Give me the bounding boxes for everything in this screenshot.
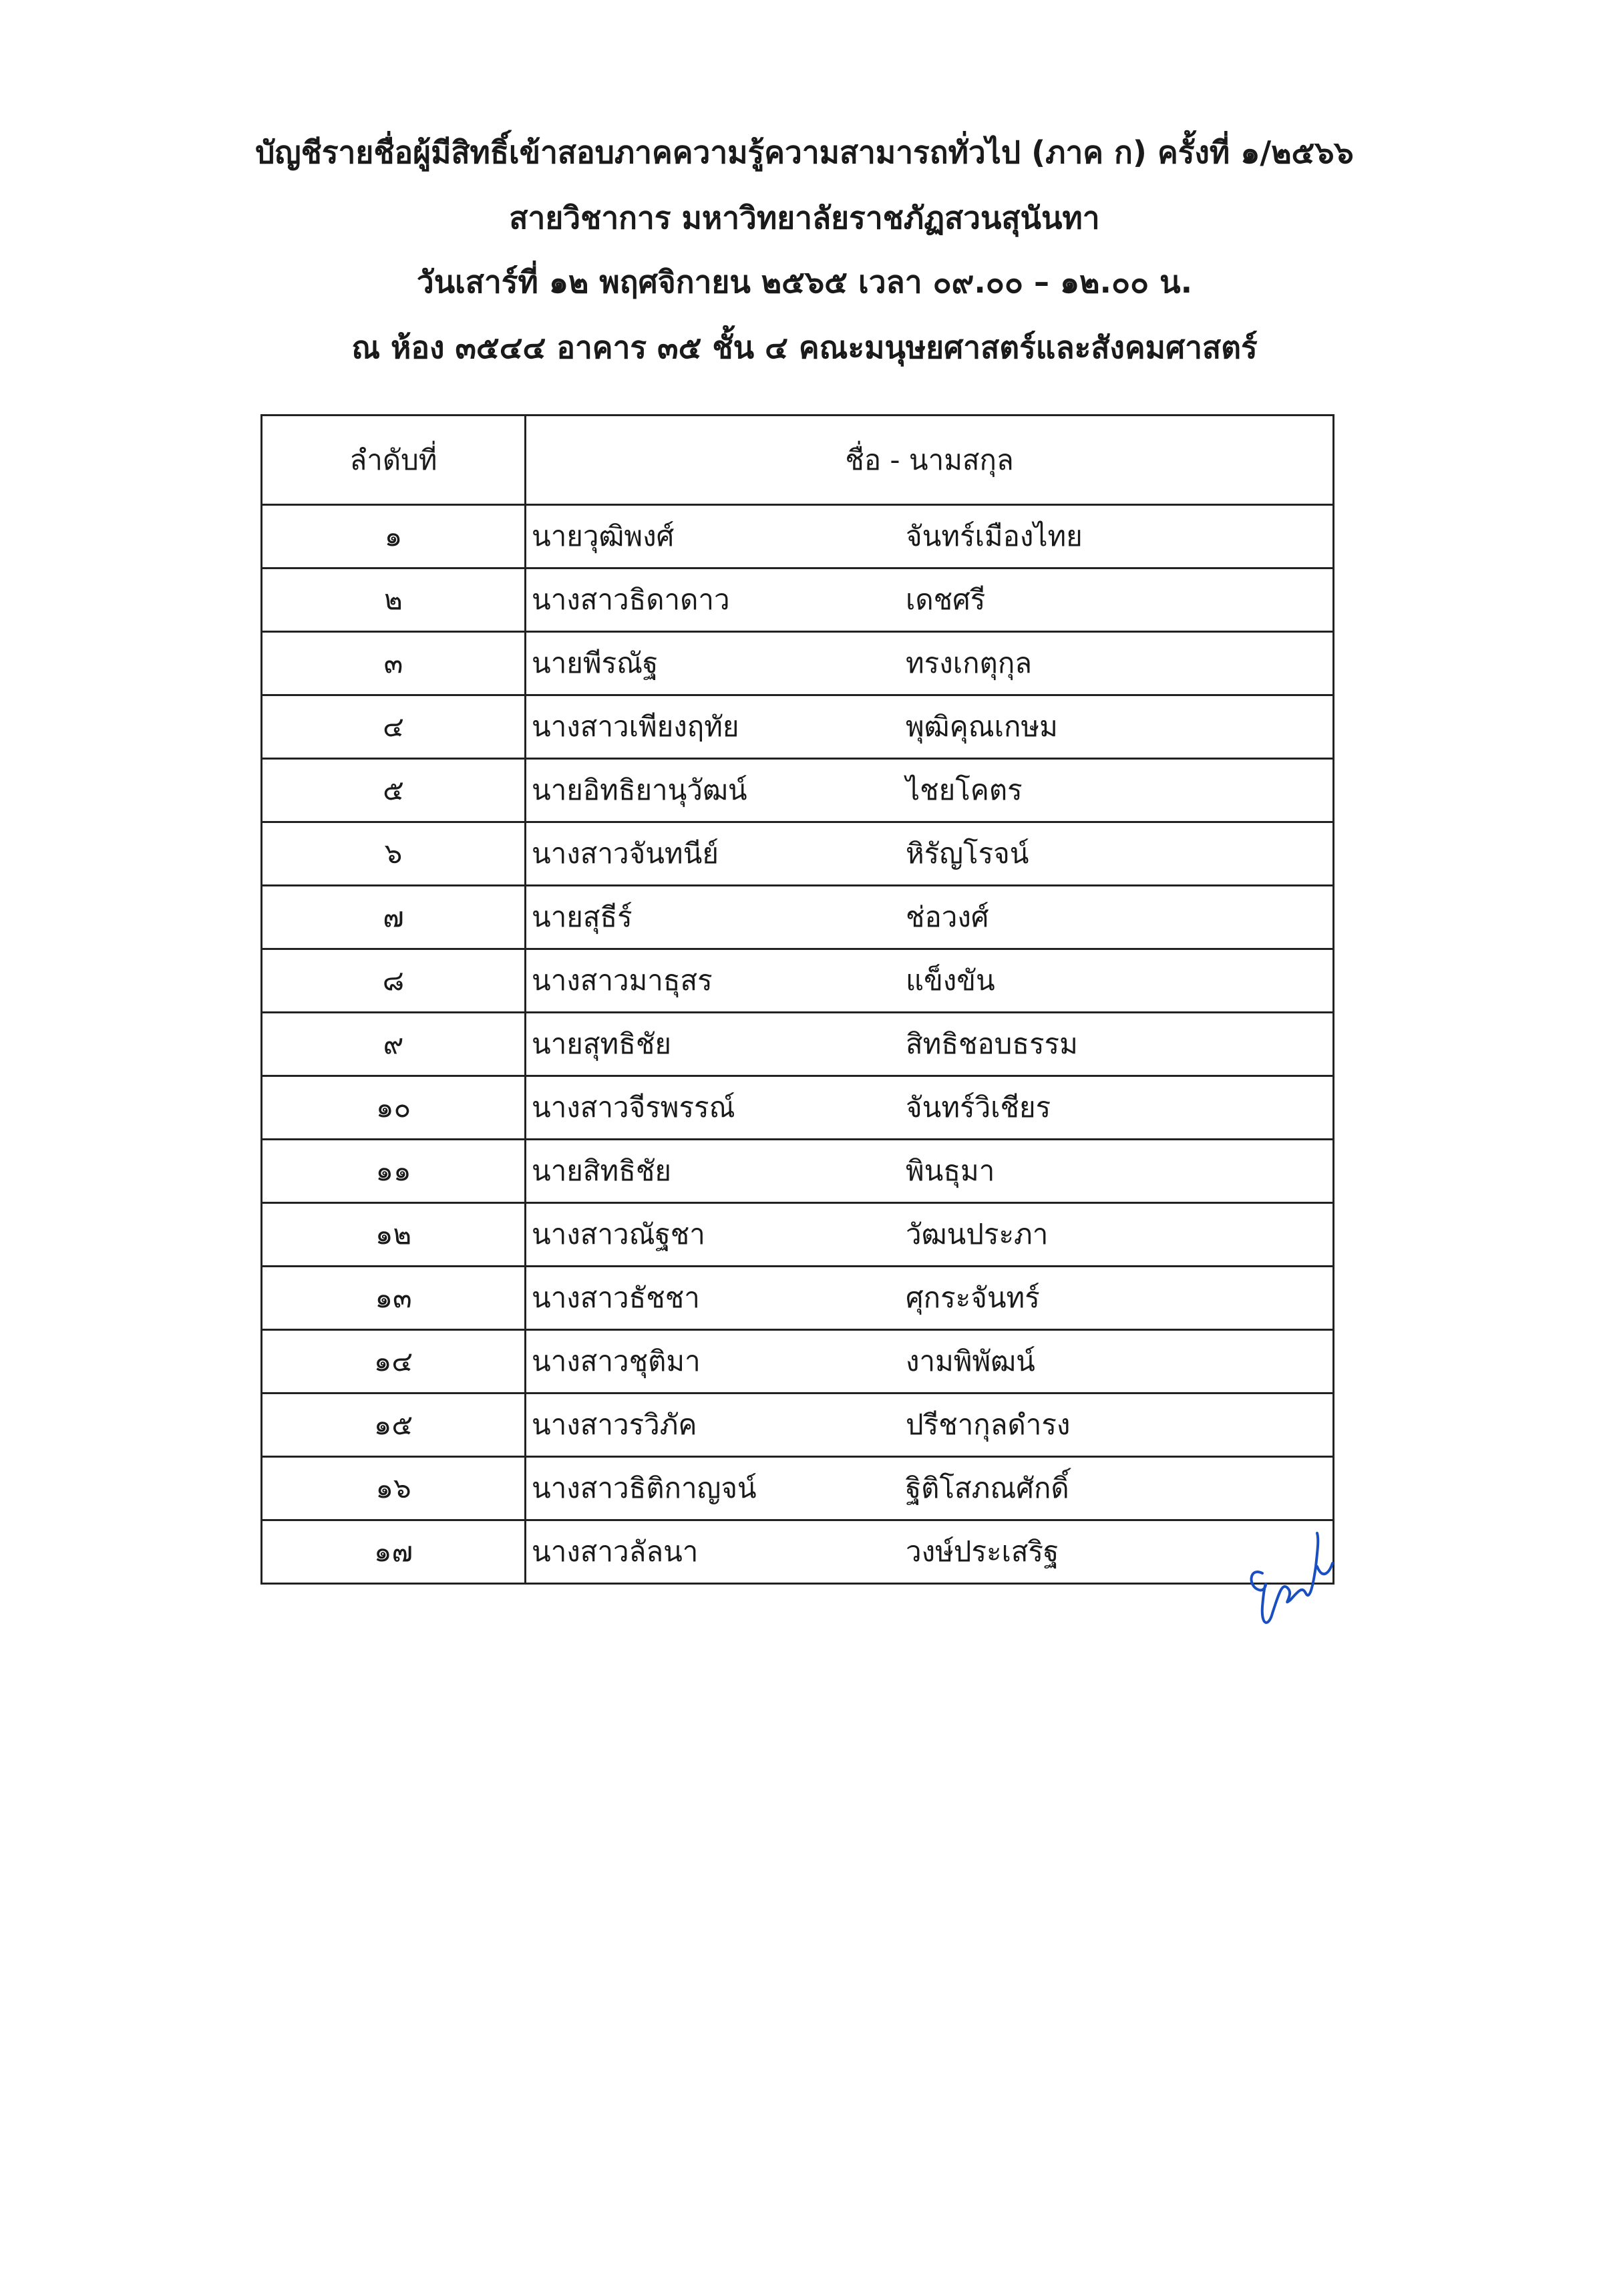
row-number: ๕ — [262, 759, 526, 822]
first-name: นางสาวรวิภัค — [526, 1393, 906, 1457]
surname: ไชยโคตร — [906, 759, 1334, 822]
row-number: ๘ — [262, 949, 526, 1013]
first-name: นางสาวจันทนีย์ — [526, 822, 906, 886]
document-subtitle-date: วันเสาร์ที่ ๑๒ พฤศจิกายน ๒๕๖๕ เวลา ๐๙.๐๐ – ๑๒.๐๐ น. — [416, 264, 1193, 300]
table-row — [262, 822, 1334, 886]
candidate-table — [260, 414, 1334, 1585]
first-name: นางสาวเพียงฤทัย — [526, 695, 906, 759]
surname: พินธุมา — [906, 1140, 1334, 1203]
surname: สิทธิชอบธรรม — [906, 1013, 1334, 1076]
table-row — [262, 759, 1334, 822]
first-name: นางสาวชุติมา — [526, 1330, 906, 1393]
surname: หิรัญโรจน์ — [906, 822, 1334, 886]
document-title: บัญชีรายชื่อผู้มีสิทธิ์เข้าสอบภาคความรู้ความสามารถทั่วไป (ภาค ก) ครั้งที่ ๑/๒๕๖๖ — [255, 134, 1354, 170]
row-number: ๑๖ — [262, 1457, 526, 1520]
row-number: ๓ — [262, 632, 526, 695]
row-number: ๑๓ — [262, 1267, 526, 1330]
row-number: ๗ — [262, 886, 526, 949]
first-name: นายอิทธิยานุวัฒน์ — [526, 759, 906, 822]
surname: งามพิพัฒน์ — [906, 1330, 1334, 1393]
row-number: ๙ — [262, 1013, 526, 1076]
surname: ฐิติโสภณศักดิ์ — [906, 1457, 1334, 1520]
row-number: ๒ — [262, 568, 526, 632]
table-row — [262, 886, 1334, 949]
table-row — [262, 1076, 1334, 1140]
first-name: นางสาวณัฐชา — [526, 1203, 906, 1267]
surname: วงษ์ประเสริฐ — [906, 1520, 1334, 1584]
surname: พุฒิคุณเกษม — [906, 695, 1334, 759]
table-header-row — [262, 416, 1334, 505]
row-number: ๑๔ — [262, 1330, 526, 1393]
row-number: ๖ — [262, 822, 526, 886]
surname: เดชศรี — [906, 568, 1334, 632]
first-name: นางสาวธิดาดาว — [526, 568, 906, 632]
surname: ช่อวงศ์ — [906, 886, 1334, 949]
surname: ศุกระจันทร์ — [906, 1267, 1334, 1330]
row-number: ๔ — [262, 695, 526, 759]
document-subtitle-department: สายวิชาการ มหาวิทยาลัยราชภัฏสวนสุนันทา — [509, 200, 1100, 236]
table-row — [262, 1013, 1334, 1076]
row-number: ๑๑ — [262, 1140, 526, 1203]
table-row — [262, 568, 1334, 632]
table-row — [262, 949, 1334, 1013]
row-number: ๑๗ — [262, 1520, 526, 1584]
first-name: นายสุธีร์ — [526, 886, 906, 949]
table-row — [262, 1267, 1334, 1330]
surname: ทรงเกตุกุล — [906, 632, 1334, 695]
first-name: นางสาวธิติกาญจน์ — [526, 1457, 906, 1520]
table-row — [262, 1393, 1334, 1457]
row-number: ๑ — [262, 505, 526, 568]
first-name: นายวุฒิพงศ์ — [526, 505, 906, 568]
first-name: นายสิทธิชัย — [526, 1140, 906, 1203]
surname: จันทร์เมืองไทย — [906, 505, 1334, 568]
row-number: ๑๕ — [262, 1393, 526, 1457]
row-number: ๑๐ — [262, 1076, 526, 1140]
table-row — [262, 1457, 1334, 1520]
surname: แข็งขัน — [906, 949, 1334, 1013]
first-name: นางสาวลัลนา — [526, 1520, 906, 1584]
table-row — [262, 1330, 1334, 1393]
first-name: นางสาวจีรพรรณ์ — [526, 1076, 906, 1140]
surname: วัฒนประภา — [906, 1203, 1334, 1267]
first-name: นางสาวธัชชา — [526, 1267, 906, 1330]
table-row — [262, 505, 1334, 568]
first-name: นายสุทธิชัย — [526, 1013, 906, 1076]
surname: จันทร์วิเชียร — [906, 1076, 1334, 1140]
surname: ปรีชากุลดำรง — [906, 1393, 1334, 1457]
table-row — [262, 695, 1334, 759]
column-header-number: ลำดับที่ — [262, 416, 526, 505]
first-name: นายพีรณัฐ — [526, 632, 906, 695]
first-name: นางสาวมาธุสร — [526, 949, 906, 1013]
table-row — [262, 1203, 1334, 1267]
column-header-name: ชื่อ - นามสกุล — [526, 416, 1334, 505]
table-row — [262, 632, 1334, 695]
row-number: ๑๒ — [262, 1203, 526, 1267]
document-subtitle-location: ณ ห้อง ๓๕๔๔ อาคาร ๓๕ ชั้น ๔ คณะมนุษยศาสตร์และสังคมศาสตร์ — [351, 329, 1258, 365]
signature — [1242, 1526, 1336, 1633]
table-row — [262, 1140, 1334, 1203]
table-row — [262, 1520, 1334, 1584]
